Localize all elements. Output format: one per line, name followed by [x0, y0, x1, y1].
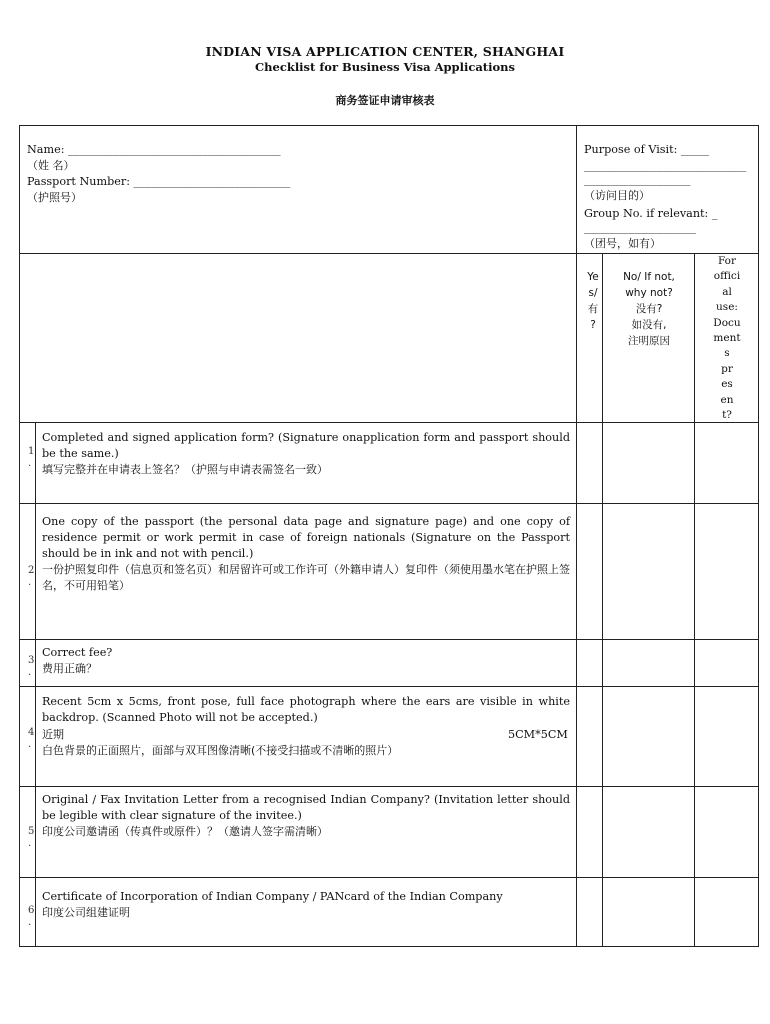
group-cn-label: （团号，如有）: [584, 237, 661, 250]
item-5-text-cn: 印度公司邀请函（传真件或原件）？（邀请人签字需清晰）: [42, 825, 328, 838]
name-field[interactable]: Name: ______________________________________: [27, 143, 281, 156]
purpose-line-1: _____________________________: [584, 159, 747, 172]
item-2-text-cn: 一份护照复印件（信息页和签名页）和居留许可或工作许可（外籍申请人）复印件（须使用墨水笔在护照上签名，不可用铅笔）: [42, 563, 570, 592]
item-3-no-cell[interactable]: [603, 640, 694, 686]
item-2-text-en: One copy of the passport (the personal data page and signature page) and one copy of residence permit or work permit in case of foreign nationals (Signature on the Passport should be in ink and not with pencil.): [42, 515, 570, 560]
item-1-text-en: Completed and signed application form? (Signature onapplication form and passport should be the same.): [42, 431, 570, 460]
item-number-2: 2 .: [28, 565, 35, 588]
item-5-text-en: Original / Fax Invitation Letter from a recognised Indian Company? (Invitation letter should be legible with clear signature of the invitee.): [42, 793, 570, 822]
official-use-column-header: For offici al use: Docu ment s pr es en t?: [713, 255, 741, 422]
item-1-no-cell[interactable]: [603, 423, 694, 503]
document-title: INDIAN VISA APPLICATION CENTER, SHANGHAI: [205, 44, 565, 59]
item-4-text-en: Recent 5cm x 5cms, front pose, full face photograph where the ears are visible in white backdrop. (Scanned Photo will not be accepted.): [42, 695, 570, 724]
chinese-title: 商务签证申请审核表: [335, 94, 435, 107]
table-left-border: [19, 125, 20, 947]
item-3-yes-cell[interactable]: [577, 640, 602, 686]
item-4-text-cn: 白色背景的正面照片，面部与双耳图像清晰(不接受扫描或不清晰的照片）: [42, 744, 399, 757]
item-number-3: 3 .: [28, 655, 35, 678]
item-2-no-cell[interactable]: [603, 504, 694, 639]
item-number-5: 5 .: [28, 826, 35, 849]
item-6-text-cn: 印度公司组建证明: [42, 906, 130, 919]
item-6-yes-cell[interactable]: [577, 878, 602, 946]
passport-number-field[interactable]: Passport Number: ____________________________: [27, 175, 291, 188]
document-subtitle: Checklist for Business Visa Applications: [255, 60, 515, 74]
item-6-no-cell[interactable]: [603, 878, 694, 946]
yes-column-header: Ye s/ 有 ?: [587, 271, 599, 331]
table-top-border: [19, 125, 759, 126]
item-1-text-cn: 填写完整并在申请表上签名？（护照与申请表需签名一致）: [42, 463, 328, 476]
item-4-text-cn-left: 近期: [42, 728, 64, 741]
item-number-4: 4 .: [28, 727, 35, 750]
item-4-yes-cell[interactable]: [577, 687, 602, 786]
table-right-border: [758, 125, 759, 947]
purpose-cn-label: （访问目的）: [584, 189, 650, 202]
header-row-border: [19, 253, 759, 254]
item-3-text-cn: 费用正确？: [42, 662, 97, 675]
item-2-yes-cell[interactable]: [577, 504, 602, 639]
item-number-1: 1 .: [28, 446, 35, 469]
table-bottom-border: [19, 946, 759, 947]
passport-cn-label: （护照号）: [27, 191, 82, 204]
item-number-6: 6 .: [28, 905, 35, 928]
col-no-official-divider: [694, 253, 695, 947]
group-line: ____________________: [584, 221, 696, 234]
item-6-text-en: Certificate of Incorporation of Indian Company / PANcard of the Indian Company: [42, 890, 503, 903]
item-5-no-cell[interactable]: [603, 787, 694, 877]
item-1-yes-cell[interactable]: [577, 423, 602, 503]
purpose-field[interactable]: Purpose of Visit: _____: [584, 143, 709, 156]
item-5-yes-cell[interactable]: [577, 787, 602, 877]
item-4-photo-size: 5CM*5CM: [508, 728, 568, 741]
item-3-text-en: Correct fee?: [42, 646, 113, 659]
no-column-header: No/ If not, why not? 没有? 如没有, 注明原因: [623, 271, 675, 347]
group-number-field[interactable]: Group No. if relevant: _: [584, 207, 718, 220]
purpose-line-2: ___________________: [584, 173, 691, 186]
name-cn-label: （姓 名）: [27, 159, 75, 172]
number-col-divider: [35, 422, 36, 947]
item-4-no-cell[interactable]: [603, 687, 694, 786]
